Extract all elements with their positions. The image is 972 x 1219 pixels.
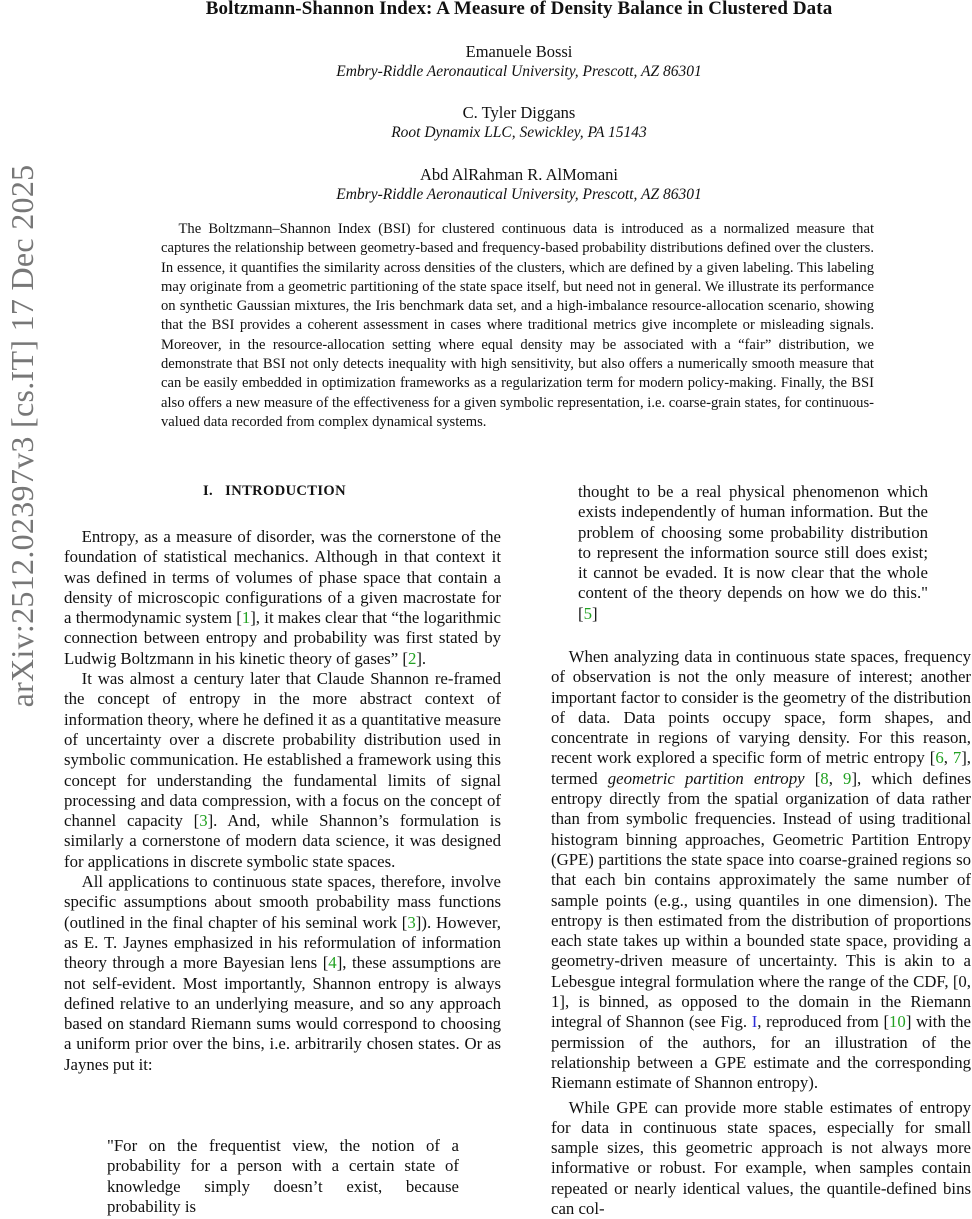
paragraph: When analyzing data in continuous state spaces, frequency of observation is not the only measure of interest; another important factor to consider is the geometry of the distribution of data. Data points occupy space, form shapes, and concentrate in regions of varying density. For this reason, recent work explored a specific form of metric entropy [6, 7], termed geometric partition entropy [8, 9], which defines entropy directly from the spatial organization of data rather than from symbolic frequencies. Instead of using traditional histogram binning approaches, Geometric Partition Entropy (GPE) partitions the state space into coarse-grained regions so that each bin contains approximately the same number of sample points (e.g., using quantiles in one dimension). The entropy is then estimated from the distribution of proportions each state takes up within a bounded state space, providing a geometry-driven measure of uncertainty. This is akin to a Lebesgue integral formulation where the range of the CDF, [0, 1], is binned, as opposed to the domain in the Riemann integral of Shannon (see Fig. I, reproduced from [10] with the permission of the authors, for an illustration of the relationship between a GPE estimate and the corresponding Riemann estimate of Shannon entropy). bbox=[551, 647, 971, 1093]
figure-link[interactable]: I bbox=[751, 1012, 758, 1032]
block-quote-continued: thought to be a real physical phenomenon which exists independently of human information. But the problem of choosing some probability distribution to represent the information source still does exist; it cannot be evaded. It is now clear that the whole content of the theory depends on how we do this." [5] bbox=[578, 482, 928, 623]
section-title: INTRODUCTION bbox=[225, 483, 346, 499]
citation-link[interactable]: 5 bbox=[583, 603, 592, 623]
author-affiliation: Root Dynamix LLC, Sewickley, PA 15143 bbox=[391, 124, 647, 141]
citation-link[interactable]: 8 bbox=[820, 768, 829, 788]
section-heading bbox=[203, 483, 346, 500]
author-affiliation: Embry-Riddle Aeronautical University, Prescott, AZ 86301 bbox=[336, 186, 702, 203]
author-affiliation: Embry-Riddle Aeronautical University, Prescott, AZ 86301 bbox=[336, 63, 702, 80]
paragraph: Entropy, as a measure of disorder, was the cornerstone of the foundation of statistical mechanics. Although in that context it was defined in terms of volumes of phase space that contain a density of microscopic configurations of a given macrostate for a thermodynamic system [1], it makes clear that “the logarithmic connection between entropy and probability was first stated by Ludwig Boltzmann in his kinetic theory of gases” [2]. bbox=[64, 527, 501, 668]
citation-link[interactable]: 1 bbox=[241, 608, 251, 628]
citation-link[interactable]: 7 bbox=[952, 748, 962, 768]
citation-link[interactable]: 4 bbox=[328, 953, 337, 973]
author-name: Emanuele Bossi bbox=[465, 42, 573, 61]
left-column bbox=[64, 527, 501, 1075]
citation-link[interactable]: 2 bbox=[407, 648, 417, 668]
citation-link[interactable]: 3 bbox=[407, 912, 416, 932]
right-column bbox=[551, 647, 971, 1219]
section-number: I. bbox=[203, 483, 214, 499]
paragraph: It was almost a century later that Claude Shannon re-framed the concept of entropy in the more abstract context of information theory, where he defined it as a quantitative measure of uncertainty over a discrete probability distribution used in symbolic communication. He established a framework using this concept for understanding the fundamental limits of signal processing and data compression, with a focus on the concept of channel capacity [3]. And, while Shannon’s formulation is similarly a cornerstone of modern data science, it was designed for applications in discrete symbolic state spaces. bbox=[64, 669, 501, 871]
citation-link[interactable]: 3 bbox=[199, 811, 208, 831]
author-name: Abd AlRahman R. AlMomani bbox=[420, 165, 618, 184]
citation-link[interactable]: 9 bbox=[843, 768, 852, 788]
emphasized-term: geometric partition entropy bbox=[607, 768, 805, 788]
author-name: C. Tyler Diggans bbox=[462, 103, 576, 122]
citation-link[interactable]: 10 bbox=[889, 1012, 906, 1032]
paragraph: While GPE can provide more stable estimates of entropy for data in continuous state spaces, especially for small sample sizes, this geometric approach is not always more informative or robust. For example, when samples contain repeated or nearly identical values, the quantile-defined bins can col- bbox=[551, 1097, 971, 1219]
paper-title: Boltzmann-Shannon Index: A Measure of Density Balance in Clustered Data bbox=[205, 0, 833, 19]
abstract: The Boltzmann–Shannon Index (BSI) for clustered continuous data is introduced as a normalized measure that captures the relationship between geometry-based and frequency-based probability distributions defined over the clusters. In essence, it quantifies the similarity across densities of the clusters, which are defined by a given labeling. This labeling may originate from a geometric partitioning of the state space itself, but need not in general. We illustrate its performance on synthetic Gaussian mixtures, the Iris benchmark data set, and a high-imbalance resource-allocation scenario, showing that the BSI provides a coherent assessment in cases where traditional metrics give incomplete or misleading signals. Moreover, in the resource-allocation setting where equal density may be associated with a “fair” distribution, we demonstrate that BSI not only detects inequality with high sensitivity, but also offers a numerically smooth measure that can be easily embedded in optimization frameworks as a regularization term for modern policy-making. Finally, the BSI also offers a new measure of the effectiveness for a given symbolic representation, i.e. coarse-grain states, for continuous-valued data recorded from complex dynamical systems. bbox=[161, 221, 874, 430]
arxiv-identifier: arXiv:2512.02397v3 [cs.IT] 17 Dec 2025 bbox=[4, 164, 40, 708]
block-quote: "For on the frequentist view, the notion of a probability for a person with a certain state of knowledge simply doesn’t exist, because probability is bbox=[107, 1136, 459, 1216]
citation-link[interactable]: 6 bbox=[935, 748, 944, 768]
paragraph: All applications to continuous state spaces, therefore, involve specific assumptions about smooth probability mass functions (outlined in the final chapter of his seminal work [3]). However, as E. T. Jaynes emphasized in his reformulation of information theory through a more Bayesian lens [4], these assumptions are not self-evident. Most importantly, Shannon entropy is always defined relative to an underlying measure, and so any approach based on standard Riemann sums would correspond to choosing a uniform prior over the bins, i.e. arbitrarily chosen states. Or as Jaynes put it: bbox=[64, 872, 501, 1074]
